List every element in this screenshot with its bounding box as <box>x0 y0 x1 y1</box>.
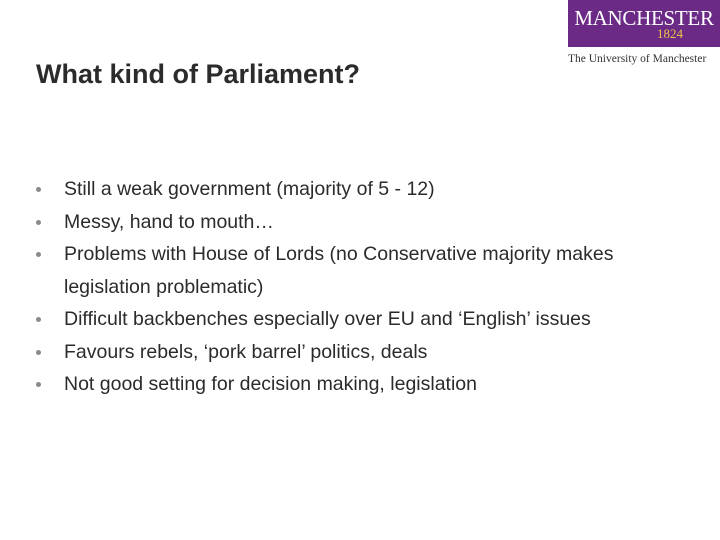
bullet-text: Still a weak government (majority of 5 - 12) <box>64 178 435 200</box>
slide-title: What kind of Parliament? <box>36 59 361 89</box>
bullet-item <box>36 238 686 303</box>
bullet-dot-icon <box>36 220 41 225</box>
university-logo <box>568 0 720 70</box>
bullet-dot-icon <box>36 382 41 387</box>
bullet-dot-icon <box>36 187 41 192</box>
bullet-text: Problems with House of Lords (no Conservative majority makes legislation problematic) <box>64 243 614 298</box>
bullet-item <box>36 173 686 206</box>
bullet-text: Difficult backbenches especially over EU and ‘English’ issues <box>64 308 591 330</box>
bullet-item <box>36 206 686 239</box>
bullet-list <box>36 173 686 401</box>
bullet-dot-icon <box>36 252 41 257</box>
bullet-item <box>36 336 686 369</box>
logo-tagline: The University of Manchester <box>568 53 707 65</box>
logo-badge <box>568 0 720 47</box>
bullet-text: Messy, hand to mouth… <box>64 210 274 233</box>
bullet-item <box>36 303 686 336</box>
bullet-item <box>36 368 686 401</box>
bullet-text: Not good setting for decision making, legislation <box>64 373 477 395</box>
logo-year: 1824 <box>657 26 683 41</box>
bullet-text: Favours rebels, ‘pork barrel’ politics, deals <box>64 340 428 363</box>
logo-wordmark: MANCHESTER <box>574 6 714 30</box>
bullet-dot-icon <box>36 317 41 322</box>
bullet-dot-icon <box>36 350 41 355</box>
